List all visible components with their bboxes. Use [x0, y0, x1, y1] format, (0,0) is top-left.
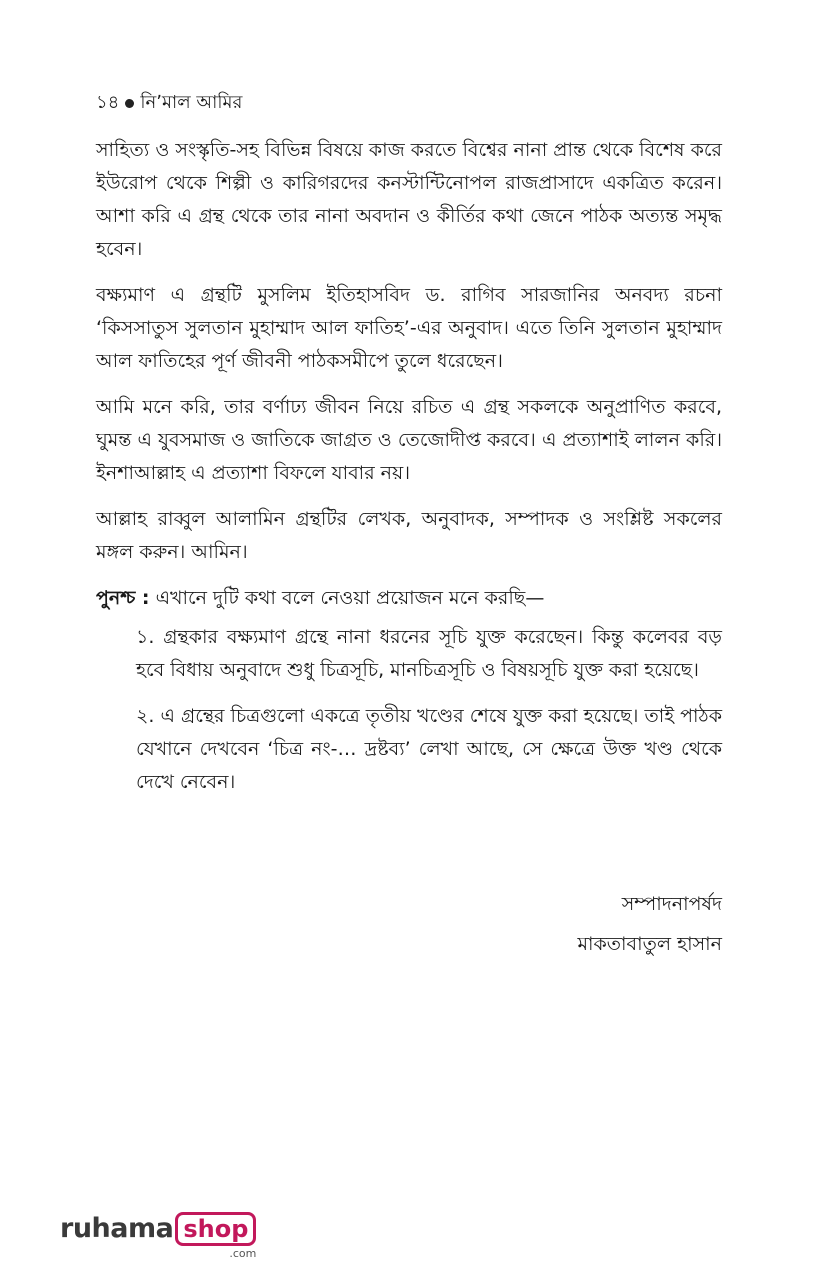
- logo-domain: .com: [229, 1247, 257, 1260]
- page-number: ১৪: [96, 92, 120, 113]
- logo-shop-text: shop: [175, 1212, 256, 1246]
- logo-shop-badge: [175, 1212, 256, 1260]
- logo-text: ruhama: [60, 1213, 174, 1244]
- bullet-dot-icon: [125, 99, 134, 108]
- signature-line: সম্পাদনাপর্ষদ: [621, 893, 722, 915]
- book-title: নিʼমাল আমির: [140, 92, 243, 113]
- page-header: [96, 88, 242, 119]
- postscript-label: পুনশ্চ :: [96, 587, 150, 609]
- postscript-item: ২. এ গ্রন্থের চিত্রগুলো একত্রে তৃতীয় খণ্ডের শেষে যুক্ত করা হয়েছে। তাই পাঠক যেখানে দেখবেন ‘চিত্র নং-… দ্রষ্টব্য’ লেখা আছে, সে ক্ষেত্রে উক্ত খণ্ড থেকে দেখে নেবেন।: [136, 705, 722, 793]
- postscript: [96, 582, 722, 615]
- signature-block: [577, 884, 722, 964]
- paragraph: আমি মনে করি, তার বর্ণাঢ্য জীবন নিয়ে রচিত এ গ্রন্থ সকলকে অনুপ্রাণিত করবে, ঘুমন্ত এ যুবসমাজ ও জাতিকে জাগ্রত ও তেজোদীপ্ত করবে। এ প্রত্যাশাই লালন করি। ইনশাআল্লাহ এ প্রত্যাশা বিফলে যাবার নয়।: [96, 396, 722, 484]
- paragraph: আল্লাহ রাব্বুল আলামিন গ্রন্থটির লেখক, অনুবাদক, সম্পাদক ও সংশ্লিষ্ট সকলের মঙ্গল করুন। আমিন।: [96, 508, 722, 563]
- postscript-text: এখানে দুটি কথা বলে নেওয়া প্রয়োজন মনে করছি—: [149, 587, 545, 609]
- page-body: [96, 134, 722, 812]
- ruhamashop-logo: [60, 1212, 256, 1260]
- paragraph: বক্ষ্যমাণ এ গ্রন্থটি মুসলিম ইতিহাসবিদ ড. রাগিব সারজানির অনবদ্য রচনা ‘কিসসাতুস সুলতান মুহাম্মাদ আল ফাতিহ’-এর অনুবাদ। এতে তিনি সুলতান মুহাম্মাদ আল ফাতিহের পূর্ণ জীবনী পাঠকসমীপে তুলে ধরেছেন।: [96, 284, 722, 372]
- paragraph: সাহিত্য ও সংস্কৃতি-সহ বিভিন্ন বিষয়ে কাজ করতে বিশ্বের নানা প্রান্ত থেকে বিশেষ করে ইউরোপ থেকে শিল্পী ও কারিগরদের কনস্টান্টিনোপল রাজপ্রাসাদে একত্রিত করেন। আশা করি এ গ্রন্থ থেকে তার নানা অবদান ও কীর্তির কথা জেনে পাঠক অত্যন্ত সমৃদ্ধ হবেন।: [96, 139, 722, 260]
- postscript-item: ১. গ্রন্থকার বক্ষ্যমাণ গ্রন্থে নানা ধরনের সূচি যুক্ত করেছেন। কিন্তু কলেবর বড় হবে বিধায় অনুবাদে শুধু চিত্রসূচি, মানচিত্রসূচি ও বিষয়সূচি যুক্ত করা হয়েছে।: [136, 626, 722, 681]
- signature-line: মাকতাবাতুল হাসান: [577, 933, 722, 955]
